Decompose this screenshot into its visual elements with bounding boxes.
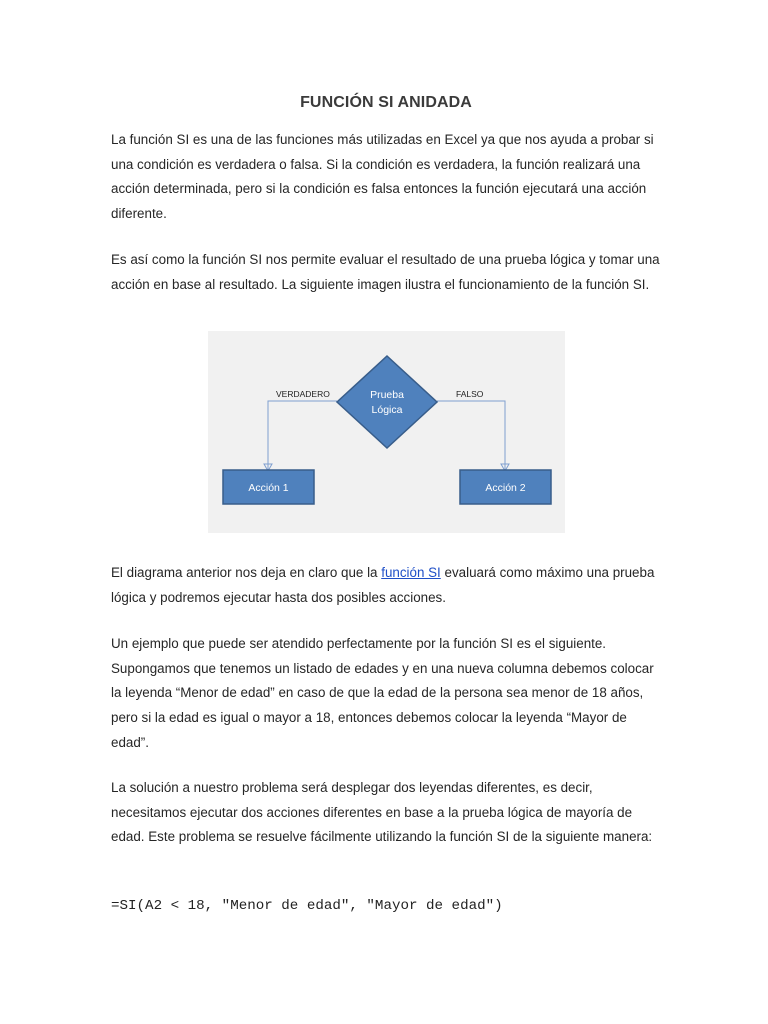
paragraph-intro: La función SI es una de las funciones más utilizadas en Excel ya que nos ayuda a probar si una condición es verdadera o falsa. Si la condición es verdadera, la función realizará una acción determinada, pero si la condición es falsa entonces la función ejecutará una acción diferente.: [111, 132, 654, 222]
action1-label: Acción 1: [248, 482, 289, 494]
decision-label-line1: Prueba: [370, 389, 404, 401]
false-connector: [437, 401, 505, 470]
true-connector: [268, 401, 337, 470]
formula-code: =SI(A2 < 18, "Menor de edad", "Mayor de edad"): [111, 898, 503, 914]
flowchart-figure: [208, 331, 565, 533]
action2-label: Acción 2: [485, 482, 526, 494]
funcion-si-link[interactable]: función SI: [381, 565, 441, 580]
false-branch-label: FALSO: [456, 389, 484, 399]
decision-label-line2: Lógica: [371, 404, 403, 416]
paragraph-evaluate: Es así como la función SI nos permite evaluar el resultado de una prueba lógica y tomar una acción en base al resultado. La siguiente imagen ilustra el funcionamiento de la función SI.: [111, 252, 660, 292]
true-branch-label: VERDADERO: [276, 389, 330, 399]
paragraph-example: Un ejemplo que puede ser atendido perfectamente por la función SI es el siguiente. Supongamos que tenemos un listado de edades y en una nueva columna debemos colocar la leyenda “Menor de edad” en caso de que la edad de la persona sea menor de 18 años, pero si la edad es igual o mayor a 18, entonces debemos colocar la leyenda “Mayor de edad”.: [111, 636, 654, 750]
paragraph-text-after-link: evaluará como máximo una prueba lógica y podremos ejecutar hasta dos posibles acciones.: [111, 565, 655, 605]
decision-diamond: [337, 356, 437, 448]
page-title: FUNCIÓN SI ANIDADA: [300, 94, 472, 111]
flowchart-diagram: [208, 331, 565, 533]
paragraph-diagram-explanation: [111, 561, 666, 610]
paragraph-text-before-link: El diagrama anterior nos deja en claro que la: [111, 565, 382, 580]
paragraph-solution: La solución a nuestro problema será desplegar dos leyendas diferentes, es decir, necesitamos ejecutar dos acciones diferentes en base a la prueba lógica de mayoría de edad. Este problema se resuelve fácilmente utilizando la función SI de la siguiente manera:: [111, 780, 653, 845]
